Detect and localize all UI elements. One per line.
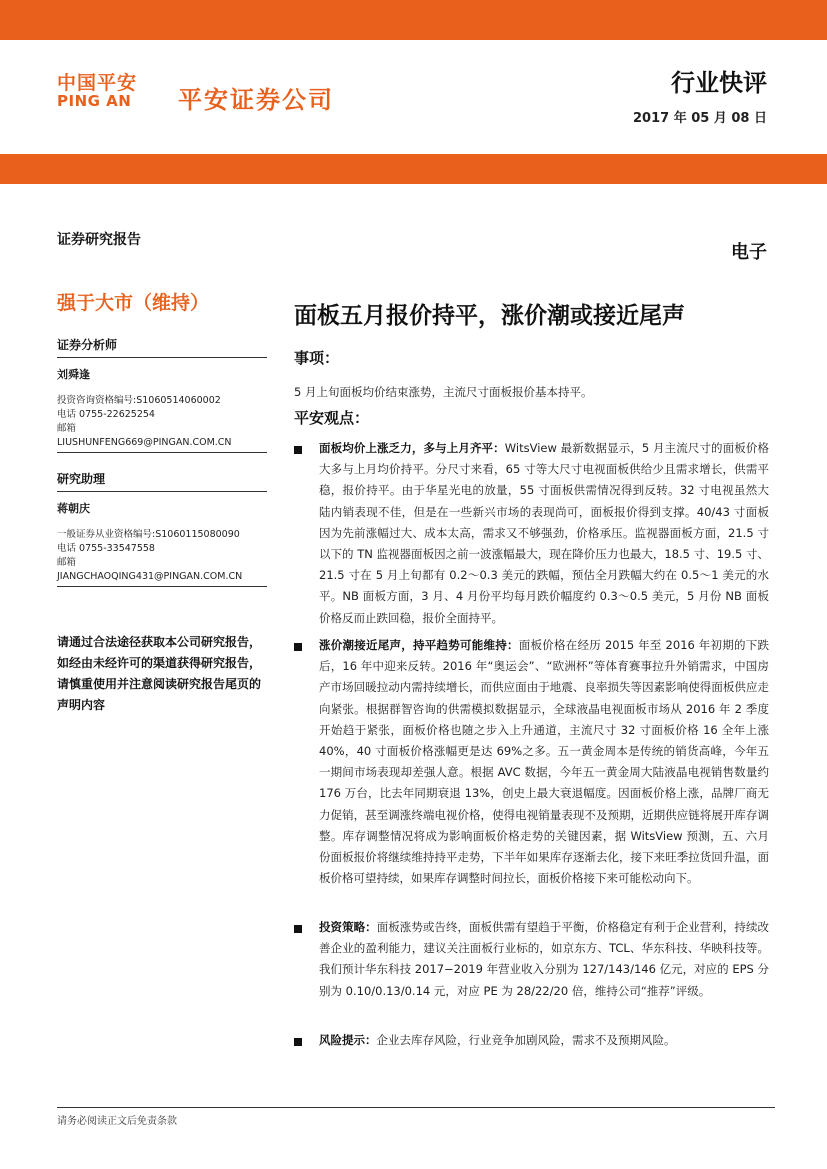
bullet-icon: [294, 925, 302, 933]
industry-label: 电子: [731, 242, 767, 263]
report-date: 2017 年 05 月 08 日: [633, 111, 767, 126]
view-item-price-trend: [319, 635, 769, 889]
event-text: 5 月上旬面板均价结束涨势，主流尺寸面板报价基本持平。: [294, 385, 593, 399]
analyst-block: [57, 336, 267, 453]
view-lead: 涨价潮接近尾声，持平趋势可能维持：: [319, 638, 519, 652]
company-name: 平安证券公司: [178, 86, 334, 114]
assistant-phone: 电话 0755-33547558: [57, 543, 155, 554]
disclaimer-notice: 请通过合法途径获取本公司研究报告，如经由未经许可的渠道获得研究报告，请慎重使用并注意阅读研究报告尾页的声明内容: [57, 635, 262, 712]
views-heading: 平安观点：: [294, 409, 370, 427]
section-label: 证券研究报告: [57, 232, 141, 248]
view-lead: 风险提示：: [319, 1033, 377, 1047]
analyst-cert: 投资咨询资格编号:S1060514060002: [57, 395, 221, 406]
view-lead: 投资策略：: [319, 920, 377, 934]
bullet-icon: [294, 446, 302, 454]
report-type: 行业快评: [671, 69, 767, 97]
bullet-icon: [294, 1038, 302, 1046]
analyst-email[interactable]: LIUSHUNFENG669@PINGAN.COM.CN: [57, 437, 232, 448]
view-body: 面板价格在经历 2015 年至 2016 年初期的下跌后，16 年中迎来反转。2016 年“奥运会”、“欧洲杯”等体育赛事拉升外销需求，中国房产市场回暖拉动内需持续增长，而供应面由于地震、良率损失等因素影响使得面板供应走向紧张。根据群智咨询的供需模拟数据显示，全球液晶电视面板市场从 2016 年 2 季度开始趋于紧张，面板价格也随之步入上升通道，主流尺寸 32 寸面板价格 16 全年上涨 40%，40 寸面板价格涨幅更是达 69%之多。五一黄金周本是传统的销货高峰，今年五一期间市场表现却差强人意。根据 AVC 数据，今年五一黄金周大陆液晶电视销售数量约 176 万台，比去年同期衰退 13%，创史上最大衰退幅度。因面板价格上涨，品牌厂商无力促销，甚至调涨终端电视价格，使得电视销量表现不及预期，近期供应链将展开库存调整。库存调整情况将成为影响面板价格走势的关键因素，据 WitsView 预测，五、六月份面板报价将继续维持持平走势，下半年如果库存逐渐去化，接下来旺季拉货回升温，面板价格可望持续，如果库存调整时间拉长，面板价格接下来可能松动向下。: [319, 638, 769, 886]
divider: [57, 586, 267, 587]
bullet-icon: [294, 643, 302, 651]
view-lead: 面板均价上涨乏力，多与上月齐平：: [319, 441, 505, 455]
rating-label: 强于大市（维持）: [57, 292, 210, 314]
footer-note: 请务必阅读正文后免责条款: [57, 1116, 177, 1127]
assistant-email[interactable]: JIANGCHAOQING431@PINGAN.COM.CN: [57, 571, 243, 582]
view-item-risk: [319, 1030, 769, 1051]
header-band: [0, 154, 827, 184]
assistant-cert: 一般证券从业资格编号:S1060115080090: [57, 529, 240, 540]
logo-chinese: 中国平安: [57, 72, 138, 94]
top-accent-bar: [0, 0, 827, 40]
page-title: 面板五月报价持平，涨价潮或接近尾声: [294, 303, 685, 329]
analyst-name: 刘舜逢: [57, 368, 90, 381]
view-item-strategy: [319, 917, 769, 1002]
analyst-phone: 电话 0755-22625254: [57, 409, 155, 420]
assistant-name: 蒋朝庆: [57, 502, 90, 515]
footer-divider: [57, 1107, 775, 1108]
view-body: 企业去库存风险，行业竞争加剧风险，需求不及预期风险。: [376, 1033, 676, 1047]
view-item-price-flat: [319, 438, 769, 629]
divider: [57, 452, 267, 453]
view-body: WitsView 最新数据显示，5 月主流尺寸的面板价格大多与上月均价持平。分尺寸来看，65 寸等大尺寸电视面板供给少且需求增长，供需平稳，报价持平。由于华星光电的放量，55 寸面板供需情况得到反转。32 寸电视虽然大陆内销表现不佳，但是在一些新兴市场的表现尚可，面板报价得到支撑。40/43 寸面板因为先前涨幅过大、成本太高，需求又不够强劲，价格承压。监视器面板方面，21.5 寸以下的 TN 监视器面板因之前一波涨幅最大，现在降价压力也最大，18.5 寸、19.5 寸、21.5 寸在 5 月上旬都有 0.2～0.3 美元的跌幅，预估全月跌幅大约在 0.5～1 美元的水平。NB 面板方面，3 月、4 月份平均每月跌价幅度约 0.3～0.5 美元，5 月份 NB 面板价格反而止跌回稳，报价全面持平。: [319, 441, 770, 625]
event-heading: 事项：: [294, 349, 340, 367]
assistant-block: [57, 470, 267, 587]
analyst-heading: 证券分析师: [57, 336, 267, 358]
logo-english: PING AN: [57, 92, 132, 110]
analyst-email-label: 邮箱: [57, 423, 77, 434]
assistant-heading: 研究助理: [57, 470, 267, 492]
assistant-email-label: 邮箱: [57, 557, 77, 568]
view-body: 面板涨势或告终，面板供需有望趋于平衡，价格稳定有利于企业营利，持续改善企业的盈利能力，建议关注面板行业标的，如京东方、TCL、华东科技、华映科技等。我们预计华东科技 2017−2019 年营业收入分别为 127/143/146 亿元，对应的 EPS 分别为 0.10/0.13/0.14 元，对应 PE 为 28/22/20 倍，维持公司“推荐”评级。: [319, 920, 770, 998]
